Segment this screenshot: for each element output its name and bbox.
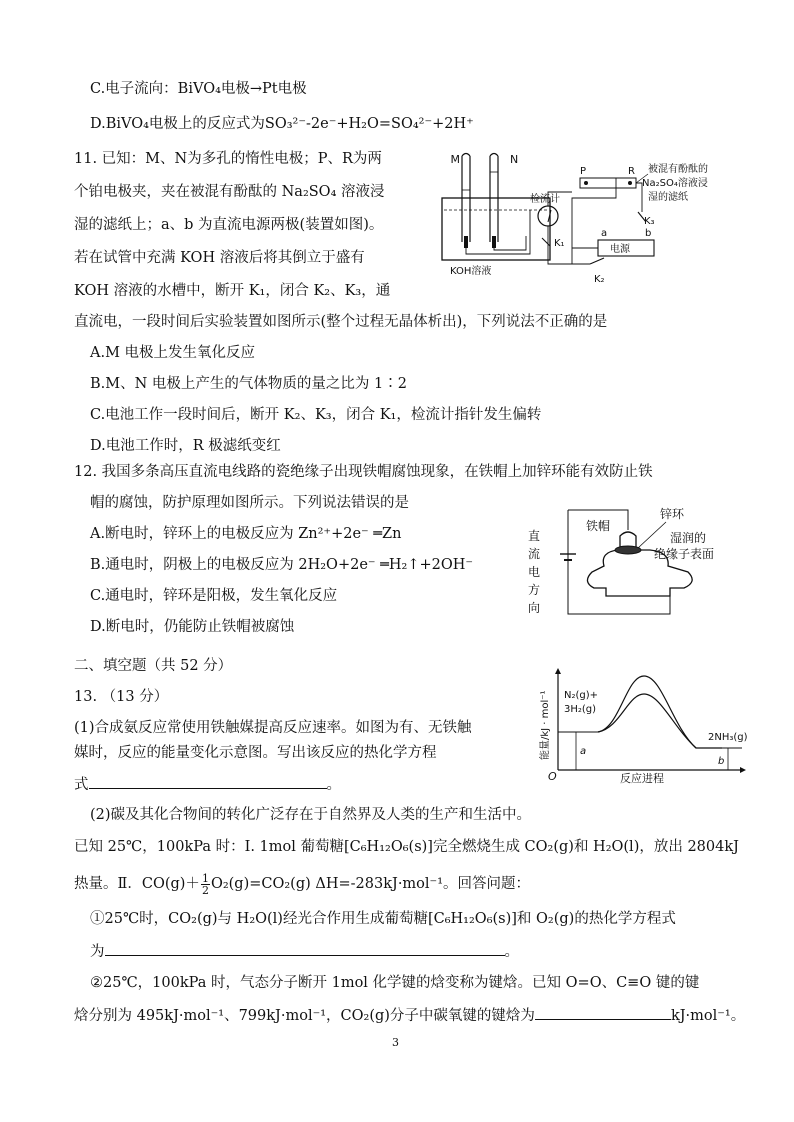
q13-part1-line-1: (1)合成氨反应常使用铁触媒提高反应速率。如图为有、无铁触 <box>74 720 472 736</box>
switch-k2 <box>590 258 604 264</box>
q13-energy-diagram <box>528 668 750 786</box>
electrode-n <box>492 236 496 248</box>
q12-stem-line-2: 帽的腐蚀，防护原理如图所示。下列说法错误的是 <box>90 495 409 511</box>
label-a: a <box>601 228 608 239</box>
energy-ylabel: 能量/kJ · mol⁻¹ <box>540 690 551 760</box>
label-surface-1: 湿润的 <box>670 531 707 545</box>
label-surface-2: 绝缘子表面 <box>654 547 715 561</box>
direction-char-4: 方 <box>528 583 541 597</box>
q12-option-c: C.通电时，锌环是阳极，发生氧化反应 <box>90 588 338 604</box>
q13-part1-suffix: 。 <box>326 777 341 793</box>
label-k3: K₃ <box>644 216 655 227</box>
clip-p <box>584 181 588 185</box>
zinc-pointer <box>638 522 666 548</box>
q11-option-d: D.电池工作时，R 极滤纸变红 <box>90 438 281 454</box>
clip-r <box>628 181 632 185</box>
q11-stem-line-5: KOH 溶液的水槽中，断开 K₁，闭合 K₂、K₃，通 <box>74 283 391 299</box>
page-number: 3 <box>392 1036 399 1049</box>
q13-sub1-suffix: 。 <box>504 944 519 960</box>
q12-stem-line-1: 12. 我国多条高压直流电线路的瓷绝缘子出现铁帽腐蚀现象，在铁帽上加锌环能有效防止铁 <box>74 464 653 480</box>
q13-header: 13. （13 分） <box>74 689 169 705</box>
circuit-wire <box>568 510 670 614</box>
product-label: 2NH₃(g) <box>708 732 748 743</box>
direction-char-2: 流 <box>528 547 541 561</box>
direction-char-1: 直 <box>528 529 541 543</box>
label-a: a <box>580 746 587 757</box>
label-m: M <box>450 153 460 166</box>
label-b: b <box>645 228 652 239</box>
q13-known-2a: 热量。Ⅱ．CO(g)＋ <box>74 876 200 892</box>
one-half-fraction: $\frac{1}{2}$ <box>201 871 209 897</box>
q13-sub2-prefix: 焓分别为 495kJ·mol⁻¹、799kJ·mol⁻¹，CO₂(g)分子中碳氧键的键焓为 <box>74 1008 535 1024</box>
energy-xlabel: 反应进程 <box>620 772 664 785</box>
switch-k1 <box>542 238 550 246</box>
wire-n <box>494 236 526 250</box>
label-k2: K₂ <box>594 274 605 285</box>
section-heading: 二、填空题（共 52 分） <box>74 658 233 674</box>
q13-known-line-1: 已知 25℃，100kPa 时：I. 1mol 葡萄糖[C₆H₁₂O₆(s)]完全燃烧生成 CO₂(g)和 H₂O(l)，放出 2804kJ <box>74 839 739 855</box>
outer-wire <box>548 178 616 264</box>
q11-option-c: C.电池工作一段时间后，断开 K₂、K₃，闭合 K₁，检流计指针发生偏转 <box>90 407 542 423</box>
reactant-label-2: 3H₂(g) <box>564 704 597 715</box>
q12-option-a: A.断电时，锌环上的电极反应为 Zn²⁺+2e⁻ ═Zn <box>90 526 402 542</box>
q10-option-d: D.BiVO₄电极上的反应式为SO₃²⁻-2e⁻+H₂O=SO₄²⁻+2H⁺ <box>90 116 474 132</box>
q13-sub2-suffix: kJ·mol⁻¹。 <box>670 1008 746 1024</box>
reactant-label-1: N₂(g)+ <box>564 690 599 701</box>
x-axis-arrow <box>740 767 746 773</box>
note-line-2: Na₂SO₄溶液浸 <box>642 178 708 189</box>
label-k1: K₁ <box>554 238 565 249</box>
label-galvanometer: 检流计 <box>530 194 560 205</box>
q13-sub1-line-2 <box>90 940 519 963</box>
q11-stem-line-6: 直流电，一段时间后实验装置如图所示(整个过程无晶体析出)，下列说法不正确的是 <box>74 314 608 330</box>
q11-option-b: B.M、N 电极上产生的气体物质的量之比为 1∶2 <box>90 376 407 392</box>
q11-stem-line-4: 若在试管中充满 KOH 溶液后将其倒立于盛有 <box>74 250 365 266</box>
note-line-3: 湿的滤纸 <box>648 192 688 203</box>
q13-part2-intro: (2)碳及其化合物间的转化广泛存在于自然界及人类的生产和生活中。 <box>90 807 532 823</box>
q12-insulator-figure <box>520 502 730 620</box>
q13-sub1-line-1: ①25℃时，CO₂(g)与 H₂O(l)经光合作用生成葡萄糖[C₆H₁₂O₆(s)]和 O₂(g)的热化学方程式 <box>90 911 676 927</box>
label-r: R <box>628 166 635 177</box>
q13-known-2b: O₂(g)=CO₂(g) ΔH=-283kJ·mol⁻¹。回答问题： <box>210 876 531 892</box>
label-p: P <box>580 166 587 177</box>
q11-electrolysis-figure <box>430 150 730 290</box>
label-iron-cap: 铁帽 <box>586 519 611 533</box>
direction-char-5: 向 <box>528 601 541 615</box>
filter-paper <box>580 178 636 188</box>
q13-photosynthesis-blank[interactable] <box>105 940 505 956</box>
direction-char-3: 电 <box>528 565 541 579</box>
y-axis-arrow <box>555 668 561 674</box>
q13-sub2-line-1: ②25℃，100kPa 时，气态分子断开 1mol 化学键的焓变称为键焓。已知 O=O、C≡O 键的键 <box>90 975 700 991</box>
q12-option-b: B.通电时，阴极上的电极反应为 2H₂O+2e⁻ ═H₂↑+2OH⁻ <box>90 557 474 573</box>
electrode-m <box>464 236 468 248</box>
label-b: b <box>718 756 725 767</box>
koh-tank <box>442 198 550 260</box>
q11-stem-line-3: 湿的滤纸上；a、b 为直流电源两极(装置如图)。 <box>74 217 384 233</box>
galvanometer <box>538 206 558 226</box>
q13-part1-prefix: 式 <box>74 777 89 793</box>
label-n: N <box>510 153 519 166</box>
q11-stem-line-1: 11. 已知：M、N为多孔的惰性电极；P、R为两 <box>74 151 382 167</box>
q13-sub2-line-2 <box>74 1004 745 1027</box>
q10-option-c: C.电子流向：BiVO₄电极→Pt电极 <box>90 81 307 97</box>
q13-equation-blank[interactable] <box>89 773 327 789</box>
q11-stem-line-2: 个铂电极夹，夹在被混有酚酞的 Na₂SO₄ 溶液浸 <box>74 184 385 200</box>
q13-known-line-2 <box>74 870 530 898</box>
q12-option-d: D.断电时，仍能防止铁帽被腐蚀 <box>90 619 295 635</box>
q13-bond-enthalpy-blank[interactable] <box>535 1004 671 1020</box>
q11-option-a: A.M 电极上发生氧化反应 <box>90 345 256 361</box>
q13-sub1-prefix: 为 <box>90 944 105 960</box>
label-koh: KOH溶液 <box>450 266 492 277</box>
q13-part1-line-2: 媒时，反应的能量变化示意图。写出该反应的热化学方程 <box>74 745 437 761</box>
note-line-1: 被混有酚酞的 <box>648 164 708 175</box>
curve-uncatalyzed <box>598 676 722 748</box>
origin-label: O <box>548 770 557 783</box>
label-power: 电源 <box>610 244 630 255</box>
q13-part1-line-3 <box>74 773 341 796</box>
zinc-ring <box>615 546 641 554</box>
label-zinc-ring: 锌环 <box>660 507 685 521</box>
